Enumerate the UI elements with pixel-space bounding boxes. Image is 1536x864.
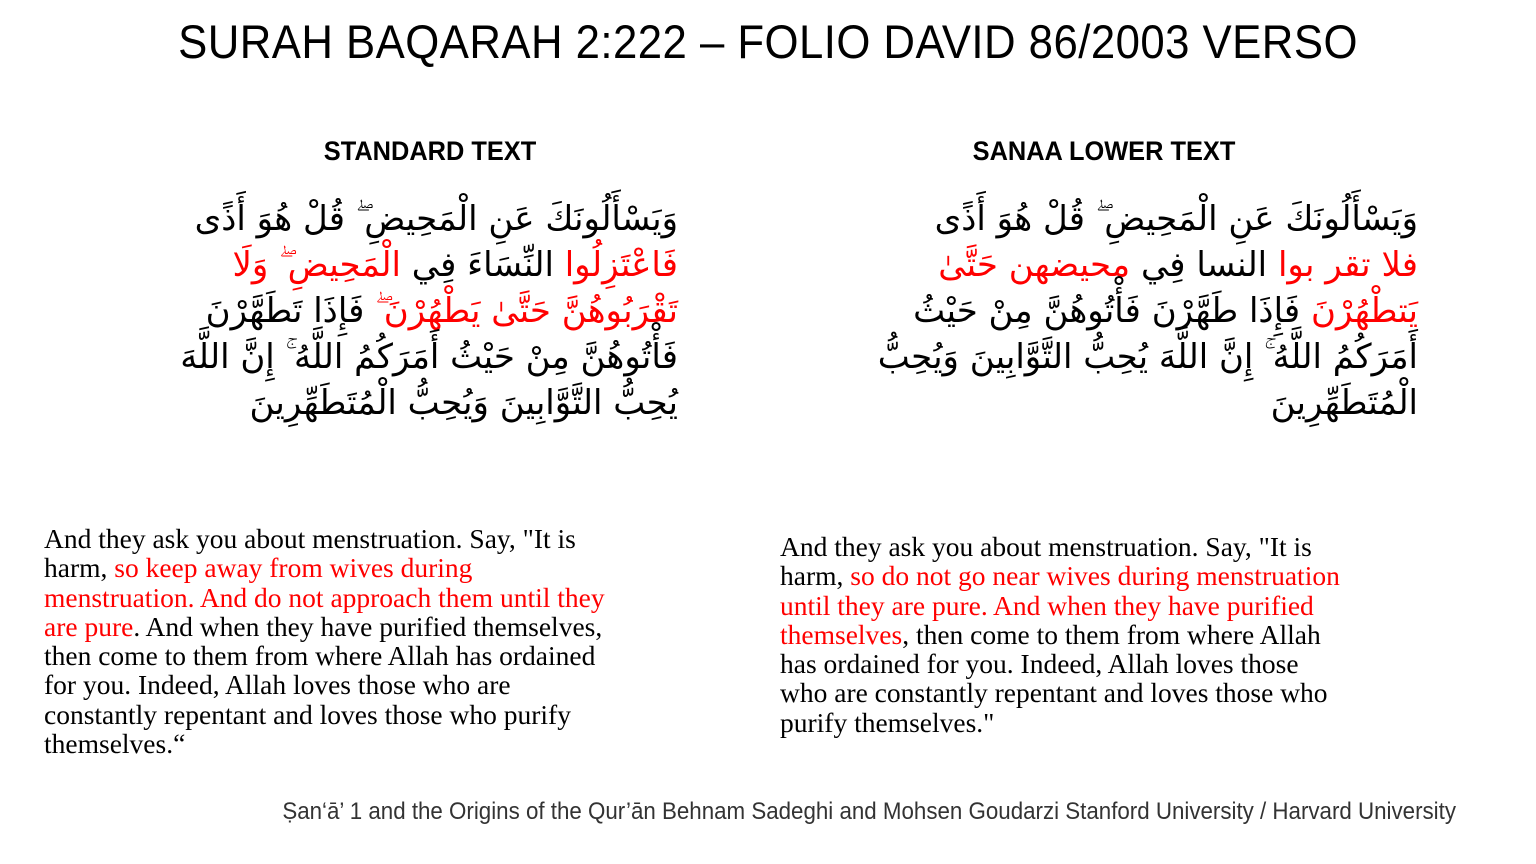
text-line [800, 380, 1418, 426]
slide-footer-citation: Ṣan‘ā’ 1 and the Origins of the Qur’ān Behnam Sadeghi and Mohsen Goudarzi Stanford University / Harvard University [282, 798, 1456, 825]
text-segment: purify themselves." [780, 706, 995, 738]
standard-text-heading: STANDARD TEXT [323, 136, 537, 166]
text-line [44, 524, 684, 553]
text-segment: And they ask you about menstruation. Say, "It is [44, 523, 576, 554]
text-segment: فَإِذَا طَهَّرْنَ فَأْتُوهُنَّ مِنْ حَيْثُ [913, 291, 1311, 331]
text-segment: harm, [44, 552, 115, 584]
highlighted-segment: فلا تقر بوا [1277, 245, 1418, 285]
text-segment: يُحِبُّ التَّوَّابِينَ وَيُحِبُّ الْمُتَطَهِّرِينَ [249, 383, 678, 423]
highlighted-segment: فَاعْتَزِلُوا [564, 245, 678, 285]
text-line [44, 729, 684, 758]
text-line [780, 678, 1420, 707]
highlighted-segment: so do not go near wives during menstruation [850, 560, 1340, 592]
text-segment: harm, [780, 560, 851, 592]
highlighted-segment: are pure [44, 610, 134, 642]
sanaa-translation [780, 532, 1420, 737]
text-segment: فَإِذَا تَطَهَّرْنَ [205, 291, 376, 331]
text-segment: for you. Indeed, Allah loves those who are [44, 669, 511, 701]
text-segment: وَيَسْأَلُونَكَ عَنِ الْمَحِيضِ ۖ قُلْ هُوَ أَذًى [934, 199, 1418, 239]
text-line [780, 532, 1420, 561]
text-line [92, 334, 678, 380]
text-segment: وَيَسْأَلُونَكَ عَنِ الْمَحِيضِ ۖ قُلْ هُوَ أَذًى [194, 199, 678, 239]
text-line [92, 380, 678, 426]
text-line [780, 649, 1420, 678]
text-line [44, 700, 684, 729]
standard-arabic-text [92, 196, 678, 426]
slide-title: SURAH BAQARAH 2:222 – FOLIO DAVID 86/2003 VERSO [178, 15, 1358, 68]
text-line [780, 591, 1420, 620]
text-line [800, 196, 1418, 242]
text-segment: النِّسَاءَ فِي [400, 245, 565, 285]
highlighted-segment: so keep away from wives during [114, 552, 473, 584]
highlighted-segment: until they are pure. And when they have purified [780, 589, 1314, 621]
text-segment: , then come to them from where Allah [902, 618, 1321, 650]
text-segment: themselves.“ [44, 728, 186, 760]
highlighted-segment: themselves [780, 618, 903, 650]
text-segment: فَأْتُوهُنَّ مِنْ حَيْثُ أَمَرَكُمُ اللَّهُ ۚ إِنَّ اللَّهَ [180, 337, 678, 377]
text-segment: النسا فِي [1130, 245, 1278, 285]
text-line [800, 242, 1418, 288]
standard-translation [44, 524, 684, 758]
text-segment: الْمُتَطَهِّرِينَ [1270, 383, 1418, 423]
text-line [44, 641, 684, 670]
text-segment: then come to them from where Allah has ordained [44, 640, 596, 672]
text-line [44, 583, 684, 612]
text-line [780, 708, 1420, 737]
sanaa-lower-text-heading: SANAA LOWER TEXT [972, 136, 1236, 166]
sanaa-arabic-text [800, 196, 1418, 426]
text-segment: And they ask you about menstruation. Say, "It is [780, 531, 1312, 562]
text-segment: أَمَرَكُمُ اللَّهُ ۚ إِنَّ اللَّهَ يُحِبُّ التَّوَّابِينَ وَيُحِبُّ [877, 337, 1418, 377]
text-line [44, 553, 684, 582]
text-line [44, 670, 684, 699]
text-line [92, 288, 678, 334]
highlighted-segment: menstruation. And do not approach them until they [44, 581, 605, 613]
highlighted-segment: الْمَحِيضِ ۖ وَلَا [232, 245, 401, 285]
highlighted-segment: تَقْرَبُوهُنَّ حَتَّىٰ يَطْهُرْنَ ۖ [375, 291, 678, 331]
text-segment: has ordained for you. Indeed, Allah loves those [780, 648, 1299, 680]
text-line [780, 561, 1420, 590]
text-segment: who are constantly repentant and loves those who [780, 677, 1328, 709]
text-line [780, 620, 1420, 649]
highlighted-segment: محيضهن حَتَّىٰ [938, 245, 1131, 285]
text-segment: . And when they have purified themselves, [133, 610, 603, 642]
text-line [800, 334, 1418, 380]
highlighted-segment: يَتطْهُرْنَ [1310, 291, 1418, 331]
text-line [800, 288, 1418, 334]
text-line [92, 196, 678, 242]
text-line [92, 242, 678, 288]
text-line [44, 612, 684, 641]
text-segment: constantly repentant and loves those who purify [44, 698, 571, 730]
